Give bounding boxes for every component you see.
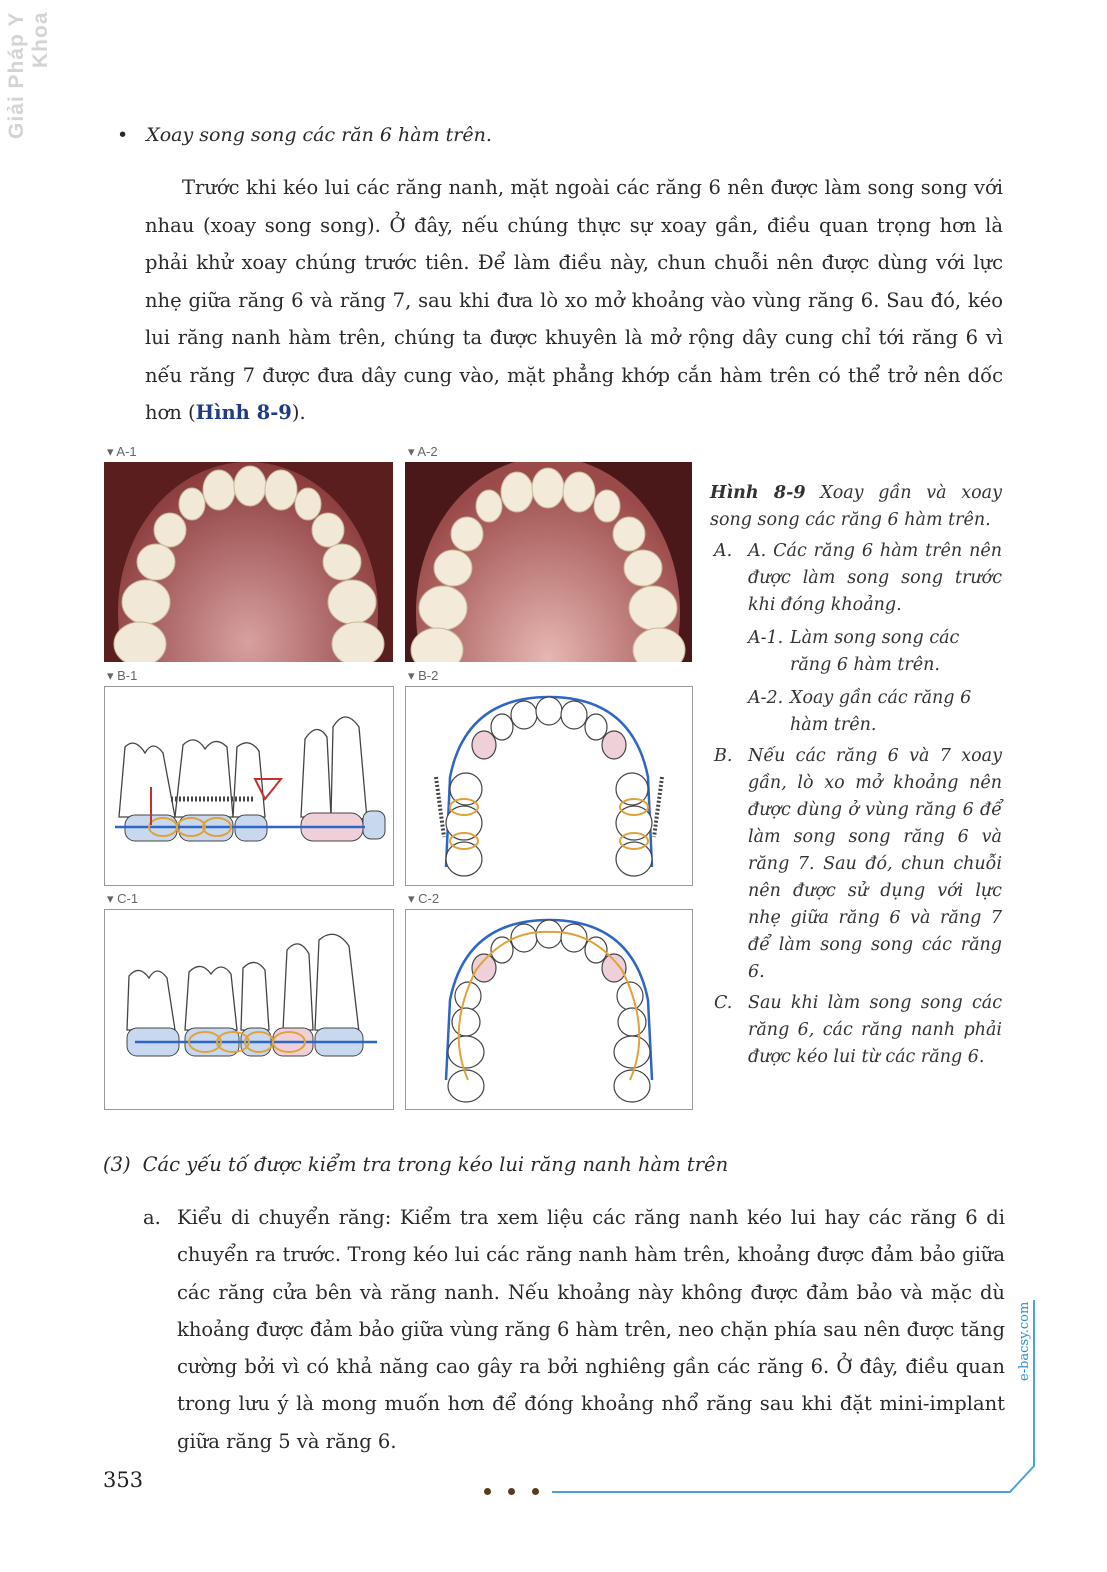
section-number: (3) xyxy=(103,1153,131,1176)
body-paragraph xyxy=(145,169,1003,432)
panel-label-b1: ▾ B-1 xyxy=(107,668,138,683)
panel-label-c2: ▾ C-2 xyxy=(408,891,440,906)
paragraph-end: ). xyxy=(291,401,306,424)
paragraph-text: Trước khi kéo lui các răng nanh, mặt ngoài các răng 6 nên được làm song song với nhau (xoay song song). Ở đây, nếu chúng thực sự xoay gần, điều quan trọng hơn là phải khử xoay chúng trước tiên. Để làm điều này, chun chuỗi nên được dùng với lực nhẹ giữa răng 6 và răng 7, sau khi đưa lò xo mở khoảng vào vùng răng 6. Sau đó, kéo lui răng nanh hàm trên, chúng ta được khuyên là mở rộng dây cung chỉ tới răng 6 vì nếu răng 7 được đưa dây cung vào, mặt phẳng khớp cắn hàm trên có thể trở nên dốc hơn ( xyxy=(145,176,1003,424)
page-frame-line xyxy=(540,1296,1040,1496)
caption-item-b: B. Nếu các răng 6 và 7 xoay gần, lò xo mở khoảng nên được dùng ở vùng răng 6 để làm song song răng 6 và răng 7. Sau đó, chun chuỗi nên được sử dụng với lực nhẹ giữa răng 6 và răng 7 để làm song song các răng 6. xyxy=(714,746,1002,982)
list-item-text: Kiểu di chuyển răng: Kiểm tra xem liệu các răng nanh kéo lui hay các răng 6 di chuyển ra trước. Trong kéo lui các răng nanh hàm trên, khoảng được đảm bảo giữa các răng cửa bên và răng nanh. Nếu khoảng này không được đảm bảo và mặc dù khoảng được đảm bảo giữa vùng răng 6 hàm trên, neo chặn phía sau nên được tăng cường bởi vì có khả năng cao gây ra bởi nghiêng gần các răng 6. Ở đây, điều quan trong lưu ý là mong muốn hơn để đóng khoảng nhổ răng sau khi đặt mini-implant giữa răng 5 và răng 6. xyxy=(177,1206,1005,1453)
caption-subitem-a2: A-2. Xoay gần các răng 6 hàm trên. xyxy=(748,688,972,735)
figure-reference-link[interactable]: Hình 8-9 xyxy=(195,401,292,424)
page-number: 353 xyxy=(103,1468,144,1492)
section-title: Các yếu tố được kiểm tra trong kéo lui răng nanh hàm trên xyxy=(142,1153,729,1176)
figure-caption xyxy=(710,480,1002,1071)
caption-subitem-a1: A-1. Làm song song các răng 6 hàm trên. xyxy=(748,628,960,675)
diagram-c2-occlusal-view xyxy=(405,909,693,1110)
panel-label-a1: ▾ A-1 xyxy=(107,444,137,459)
bullet-heading xyxy=(117,124,492,146)
caption-item-c: C. Sau khi làm song song các răng 6, các răng nanh phải được kéo lui từ các răng 6. xyxy=(714,993,1002,1067)
panel-label-c1: ▾ C-1 xyxy=(107,891,139,906)
watermark-text: e-bacsy.com xyxy=(1017,1301,1032,1381)
panel-label-b2: ▾ B-2 xyxy=(408,668,439,683)
caption-item-a: A. A. Các răng 6 hàm trên nên được làm song song trước khi đóng khoảng. xyxy=(714,541,1002,615)
side-brand-text: Giải Pháp Y Khoa xyxy=(5,12,52,140)
diagram-b1-side-view xyxy=(104,686,394,886)
caption-title xyxy=(710,480,1002,534)
photo-a2-upper-arch xyxy=(405,462,692,662)
caption-title-text: Xoay gần và xoay song song các răng 6 hàm trên. xyxy=(710,483,1002,530)
diagram-c1-side-view xyxy=(104,909,394,1110)
section-heading xyxy=(103,1153,728,1176)
list-item-key: a. xyxy=(143,1206,161,1229)
diagram-b2-occlusal-view xyxy=(405,686,693,886)
bullet-text: Xoay song song các răn 6 hàm trên. xyxy=(146,124,492,146)
caption-figure-number: Hình 8-9 xyxy=(710,483,806,503)
bullet-dot-icon: • xyxy=(117,124,129,146)
panel-label-a2: ▾ A-2 xyxy=(408,444,438,459)
photo-a1-upper-arch xyxy=(104,462,393,662)
decorative-dots xyxy=(484,1480,556,1499)
